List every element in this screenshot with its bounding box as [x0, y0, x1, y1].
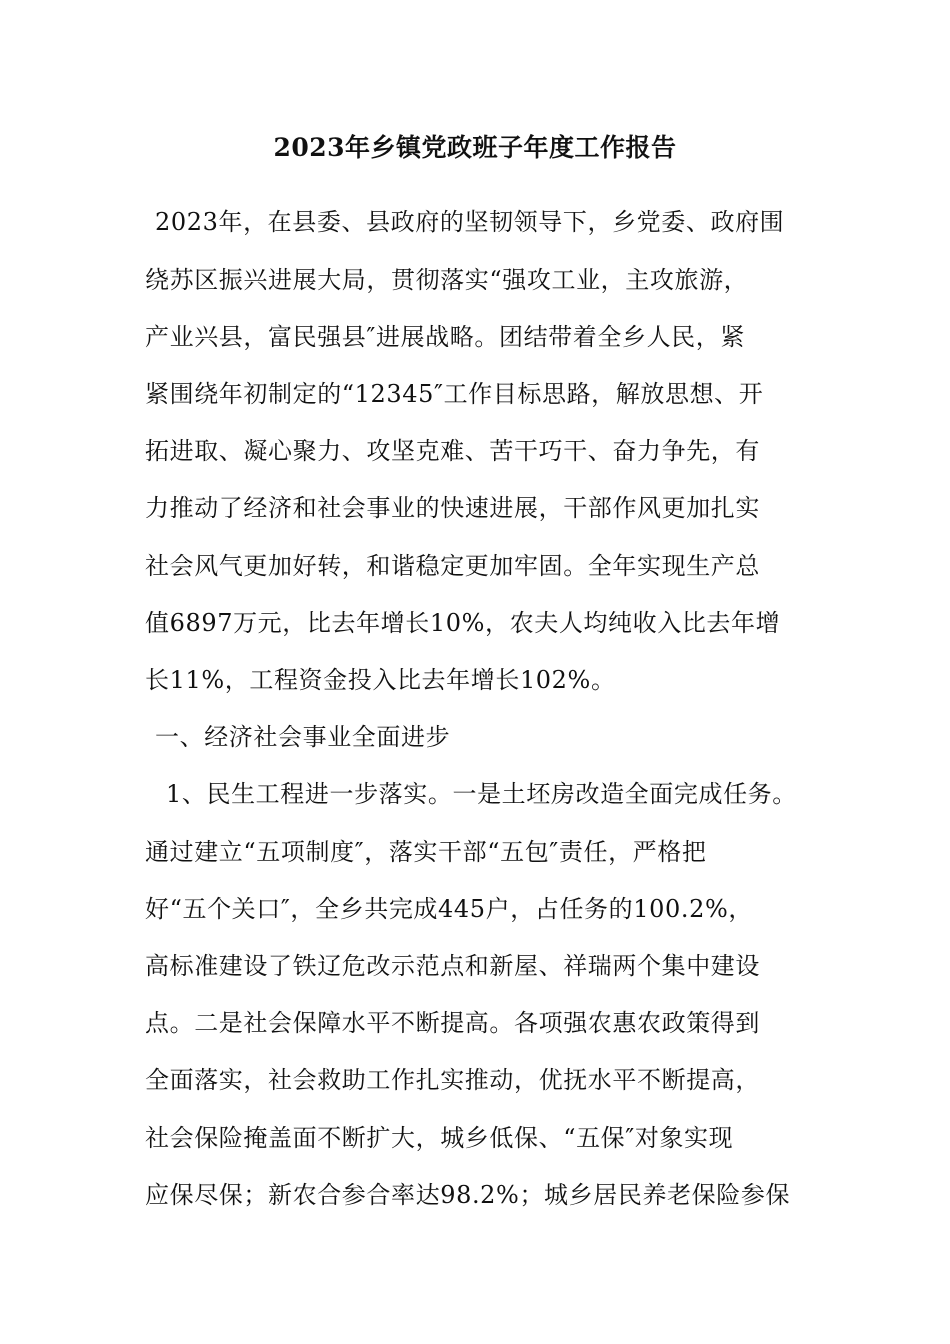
paragraph-line: 社会保险掩盖面不断扩大，城乡低保、“五保″对象实现 — [145, 1124, 734, 1152]
paragraph-line: 全面落实，社会救助工作扎实推动，优抚水平不断提高， — [145, 1066, 760, 1094]
paragraph-line: 好“五个关口″，全乡共完成445户，占任务的100.2%， — [145, 895, 753, 923]
section-heading: 一、经济社会事业全面进步 — [155, 723, 451, 751]
paragraph-line: 高标准建设了铁辽危改示范点和新屋、祥瑞两个集中建设 — [145, 952, 760, 980]
paragraph-line: 力推动了经济和社会事业的快速进展，干部作风更加扎实 — [145, 494, 760, 522]
paragraph-line: 绕苏区振兴进展大局，贯彻落实“强攻工业，主攻旅游， — [145, 266, 749, 294]
paragraph-line: 应保尽保；新农合参合率达98.2%；城乡居民养老保险参保 — [145, 1181, 791, 1209]
paragraph-line: 1、民生工程进一步落实。一是土坯房改造全面完成任务。 — [166, 780, 797, 808]
paragraph-line: 2023年，在县委、县政府的坚韧领导下，乡党委、政府围 — [155, 208, 785, 236]
paragraph-line: 通过建立“五项制度″，落实干部“五包″责任，严格把 — [145, 838, 707, 866]
paragraph-line: 紧围绕年初制定的“12345″工作目标思路，解放思想、开 — [145, 380, 764, 408]
paragraph-line: 产业兴县，富民强县″进展战略。团结带着全乡人民，紧 — [145, 323, 745, 351]
document-title: 2023年乡镇党政班子年度工作报告 — [273, 133, 677, 162]
paragraph-line: 拓进取、凝心聚力、攻坚克难、苦干巧干、奋力争先，有 — [145, 437, 760, 465]
paragraph-line: 长11%，工程资金投入比去年增长102%。 — [145, 666, 616, 694]
paragraph-line: 社会风气更加好转，和谐稳定更加牢固。全年实现生产总 — [145, 552, 760, 580]
paragraph-line: 点。二是社会保障水平不断提高。各项强农惠农政策得到 — [145, 1009, 760, 1037]
paragraph-line: 值6897万元，比去年增长10%，农夫人均纯收入比去年增 — [145, 609, 781, 637]
